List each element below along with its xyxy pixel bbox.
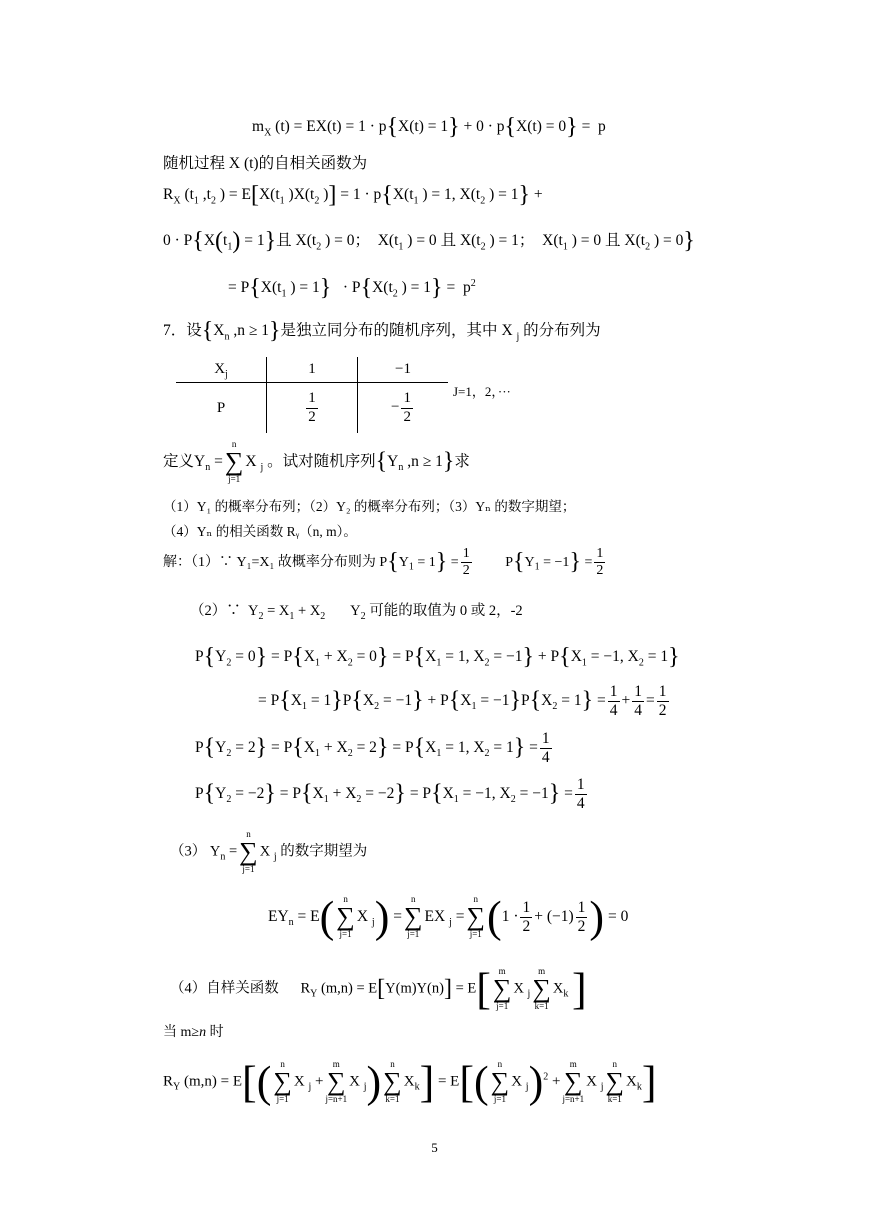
definition-line: 定义$Y_n$ = n ∑ j=1 X $_j$ 。试对随机序列{$Y_n$ ,n ≥ 1}求 bbox=[163, 439, 470, 484]
table-header-value: 1 bbox=[267, 357, 358, 383]
and-word: 且 bbox=[276, 232, 292, 250]
p-y2-minus-two: $P\{Y_2 = -2\} = P\{X_1 + X_2 = -2\} = P\{X_1 = -1$, $X_2 = -1$} = $\frac{1}{4}$ bbox=[195, 776, 585, 812]
semicolon: ； bbox=[354, 232, 370, 250]
autocorrelation-equation-line1: $R_X$ ($t_1$ $,t_2$ ) = $E[X(t_1$ )$X(t_2$ )] = $1 \cdot p\{X(t_1$ ) = 1, $X(t_2$ ) = 1} + bbox=[163, 182, 543, 208]
expectation-equation: $EY_n = E$( n ∑ j=1 X $_j$) = n ∑ j=1 EX $_j$ = n ∑ j=1 (1 · $\frac{1}{2}$ + (−1) $\frac{1}{2}$ ) = 0 bbox=[268, 892, 629, 942]
index-range: J=1，2，··· bbox=[453, 384, 511, 399]
table-header-value: −1 bbox=[358, 357, 449, 383]
question-7-statement: 7．设{$X_n$ ,n ≥ 1}是独立同分布的随机序列，其中 X $_j$ 的分布列为 bbox=[163, 318, 601, 344]
page-number: 5 bbox=[431, 1140, 438, 1155]
and-word: 且 bbox=[440, 232, 457, 250]
autocorrelation-equation-line2: $0 \cdot P\{X(t_1) = 1\}$且 $X(t_2$ ) = 0； $X(t_1$ ) = 0 且 $X(t_2$ ) = 1； $X(t_1$ ) = 0 且 $X(t_2$ ) = 0} bbox=[163, 228, 695, 254]
and-word: 且 bbox=[605, 232, 621, 250]
table-row-label: P bbox=[216, 399, 226, 416]
correlation-case-equation: $R_Y$ (m,n) = E[( n ∑ j=1 X $_j$ + m ∑ j=n+1 X $_j$) n ∑ k=1 $X_k] = E$[( n ∑ j=1 X $_j$)$^2$ + m ∑ j=n+1 X $_j$ n ∑ k=1 $X_k$] bbox=[163, 1057, 657, 1107]
p-y2-zero-line1: $P\{Y_2 = 0\} = P\{X_1 + X_2 = 0\} = P\{X_1 = 1$, $X_2 = -1\} + P\{X_1 = -1$, $X_2 = 1$} bbox=[195, 644, 680, 670]
tasks-line-1: （1）Y₁ 的概率分布列；（2）Y₂ 的概率分布列；（3）Yₙ 的数字期望； bbox=[163, 499, 576, 514]
solution-3-intro: （3） $Y_n$ = n ∑ j=1 X $_j$ 的数字期望为 bbox=[170, 829, 368, 874]
semicolon: ； bbox=[518, 232, 535, 250]
mean-function-equation: $m_X$ (t) = EX(t) = 1 · p{X(t) = 1} + 0 · p{X(t) = 0} = p bbox=[252, 114, 606, 140]
p-y2-two: $P\{Y_2 = 2\} = P\{X_1 + X_2 = 2\} = P\{X_1 = 1$, $X_2 = 1$} = $\frac{1}{4}$ bbox=[195, 730, 550, 766]
correlation-definition: （4）自样关函数 $R_Y$ (m,n) = E[Y(m)Y(n)] = E[ m ∑ j=1 X $_j$ m ∑ k=1 $X_k$ ] bbox=[170, 964, 587, 1014]
case-condition: 当 m≥n 时 bbox=[163, 1025, 224, 1040]
autocorrelation-intro: 随机过程 X (t)的自相关函数为 bbox=[163, 155, 368, 172]
p-y2-zero-line2: = $P\{X_1 = 1\}P\{X_2 = -1\} + P\{X_1 = -1\}P\{X_2 = 1\}$ = $\frac{1}{4}$ + $\frac{1}{4}$ = $\frac{1}{2}$ bbox=[258, 683, 667, 719]
table-header-xj: $X_j$ bbox=[176, 357, 267, 383]
distribution-table bbox=[176, 357, 448, 433]
tasks-line-2: （4）Yₙ 的相关函数 Rᵧ（n, m）。 bbox=[163, 524, 357, 539]
autocorrelation-result: = $P\{X(t_1$ ) = $1\} \cdot P\{X(t_2$ ) = $1\} = p^2$ bbox=[228, 275, 476, 301]
table-cell-probability: $\frac{1}{2}$ bbox=[267, 383, 358, 434]
solution-1: 解：（1）∵ Y₁=X₁ 故概率分布则为 $P\{Y_1 = 1\}$ = $\frac{1}{2}$ $P\{Y_1 = -1\}$ = $\frac{1}{2}$ bbox=[163, 546, 604, 579]
solution-2-intro: （2）∵ $Y_2 = X_1 + X_2$ $Y_2$ 可能的取值为 0 或 2，-2 bbox=[190, 603, 523, 622]
table-cell-probability: − $\frac{1}{2}$ bbox=[358, 383, 449, 434]
